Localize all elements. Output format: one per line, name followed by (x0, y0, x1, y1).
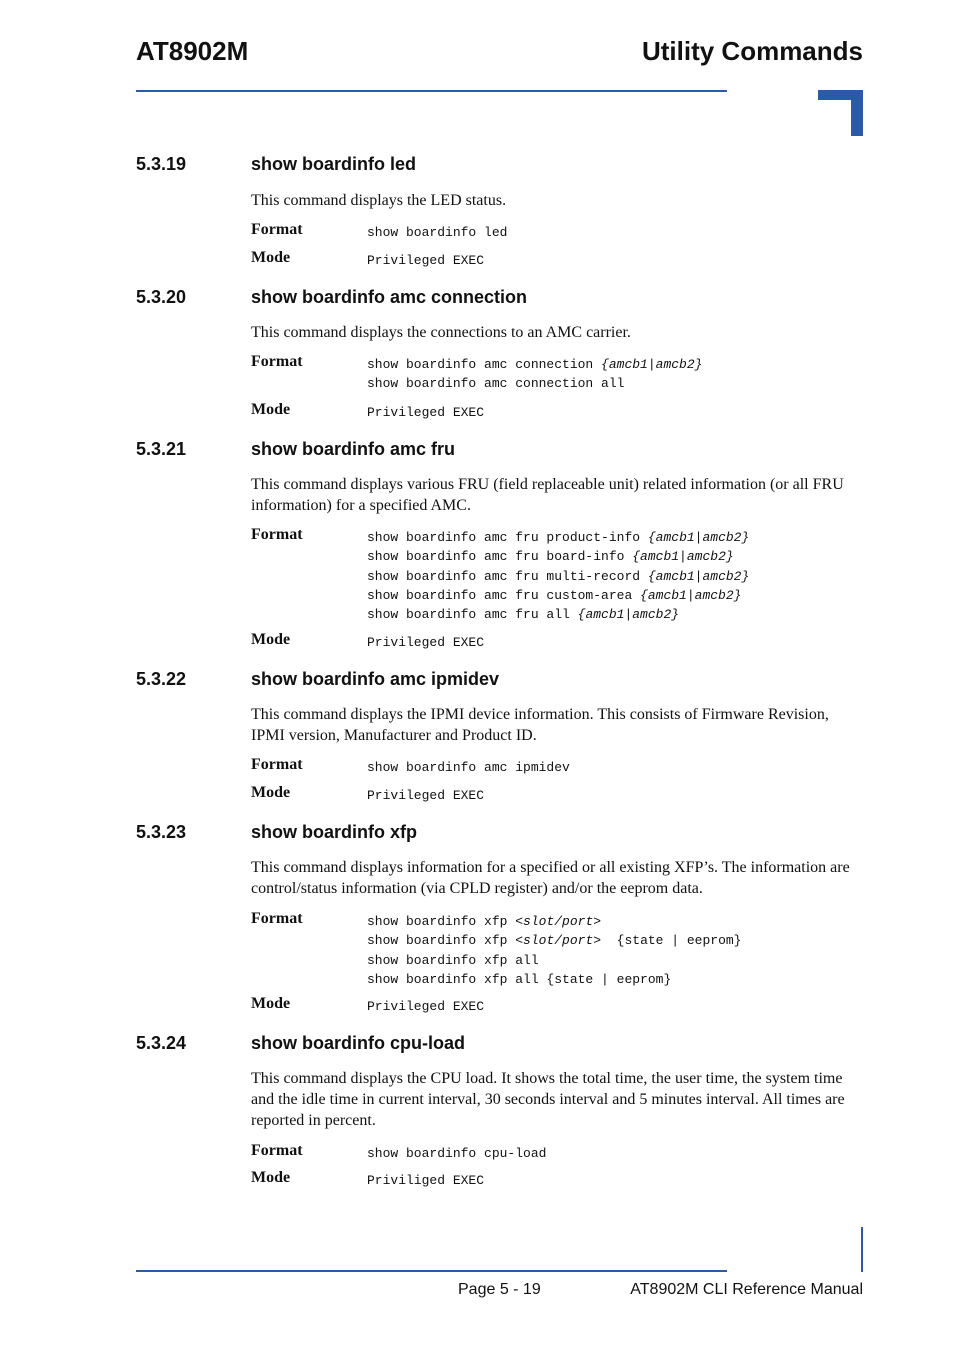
format-line: show boardinfo amc ipmidev (367, 760, 570, 775)
section-description: This command displays the IPMI device information. This consists of Firmware Revision, IPMI version, Manufacturer and Product ID. (251, 706, 829, 744)
mode-label: Mode (251, 401, 291, 418)
format-line: show boardinfo amc connection all (367, 376, 625, 392)
mode-value: Priviliged EXEC (367, 1173, 485, 1188)
section-title: show boardinfo amc connection (251, 287, 528, 307)
mode-label: Mode (251, 631, 291, 648)
format-line: show boardinfo amc connection {amcb1|amcb2} (367, 357, 703, 372)
mode-label: Mode (251, 1169, 291, 1186)
header-rule (136, 90, 727, 92)
section-number: 5.3.21 (136, 439, 187, 459)
format-line: show boardinfo cpu-load (367, 1146, 547, 1161)
format-label: Format (251, 353, 303, 370)
section-number: 5.3.23 (136, 822, 187, 842)
format-block (367, 528, 749, 624)
format-line: show boardinfo amc fru multi-record {amcb1|amcb2} (367, 568, 750, 584)
format-line: show boardinfo xfp all (367, 952, 539, 968)
mode-label: Mode (251, 995, 291, 1012)
section-title: show boardinfo cpu-load (251, 1033, 465, 1053)
product-name: AT8902M (136, 36, 249, 66)
format-line: show boardinfo amc fru product-info {amcb1|amcb2} (367, 530, 750, 545)
mode-value: Privileged EXEC (367, 253, 485, 268)
format-line: show boardinfo xfp <slot/port> {state | eeprom} (367, 933, 742, 949)
format-line: show boardinfo amc fru board-info {amcb1|amcb2} (367, 549, 734, 565)
section-description: This command displays the CPU load. It shows the total time, the user time, the system time and the idle time in current interval, 30 seconds interval and 5 minutes interval. All times are reported in percent. (251, 1070, 845, 1129)
footer-corner-mark (861, 1227, 863, 1272)
section-description: This command displays the connections to an AMC carrier. (251, 324, 631, 341)
format-block (367, 912, 742, 989)
mode-label: Mode (251, 784, 291, 801)
chapter-title: Utility Commands (641, 36, 863, 66)
corner-mark-vertical (851, 90, 863, 136)
mode-value: Privileged EXEC (367, 405, 485, 420)
mode-value: Privileged EXEC (367, 999, 485, 1014)
format-block (367, 355, 702, 394)
format-label: Format (251, 1142, 303, 1159)
format-line: show boardinfo amc fru custom-area {amcb1|amcb2} (367, 587, 742, 603)
format-label: Format (251, 910, 303, 927)
format-line: show boardinfo xfp <slot/port> (367, 914, 602, 929)
manual-title: AT8902M CLI Reference Manual (630, 1281, 863, 1298)
page-number: Page 5 - 19 (458, 1281, 541, 1298)
format-line: show boardinfo amc fru all {amcb1|amcb2} (367, 607, 680, 623)
section-title: show boardinfo xfp (251, 822, 417, 842)
section-description: This command displays the LED status. (251, 192, 507, 209)
section-number: 5.3.22 (136, 669, 187, 689)
section-title: show boardinfo amc ipmidev (251, 669, 500, 689)
mode-value: Privileged EXEC (367, 788, 485, 803)
section-title: show boardinfo amc fru (251, 439, 456, 459)
section-description: This command displays various FRU (field replaceable unit) related information (or all FRU information) for a specified AMC. (251, 476, 844, 514)
section-title: show boardinfo led (251, 154, 416, 174)
format-label: Format (251, 221, 303, 238)
format-label: Format (251, 526, 303, 543)
section-description: This command displays information for a specified or all existing XFP’s. The information are control/status information (via CPLD register) and/or the eeprom data. (251, 859, 850, 897)
section-number: 5.3.19 (136, 154, 187, 174)
section-number: 5.3.24 (136, 1033, 187, 1053)
mode-value: Privileged EXEC (367, 635, 485, 650)
footer-rule (136, 1270, 727, 1272)
format-line: show boardinfo xfp all {state | eeprom} (367, 971, 672, 987)
format-line: show boardinfo led (367, 225, 508, 240)
section-number: 5.3.20 (136, 287, 187, 307)
mode-label: Mode (251, 249, 291, 266)
format-label: Format (251, 756, 303, 773)
